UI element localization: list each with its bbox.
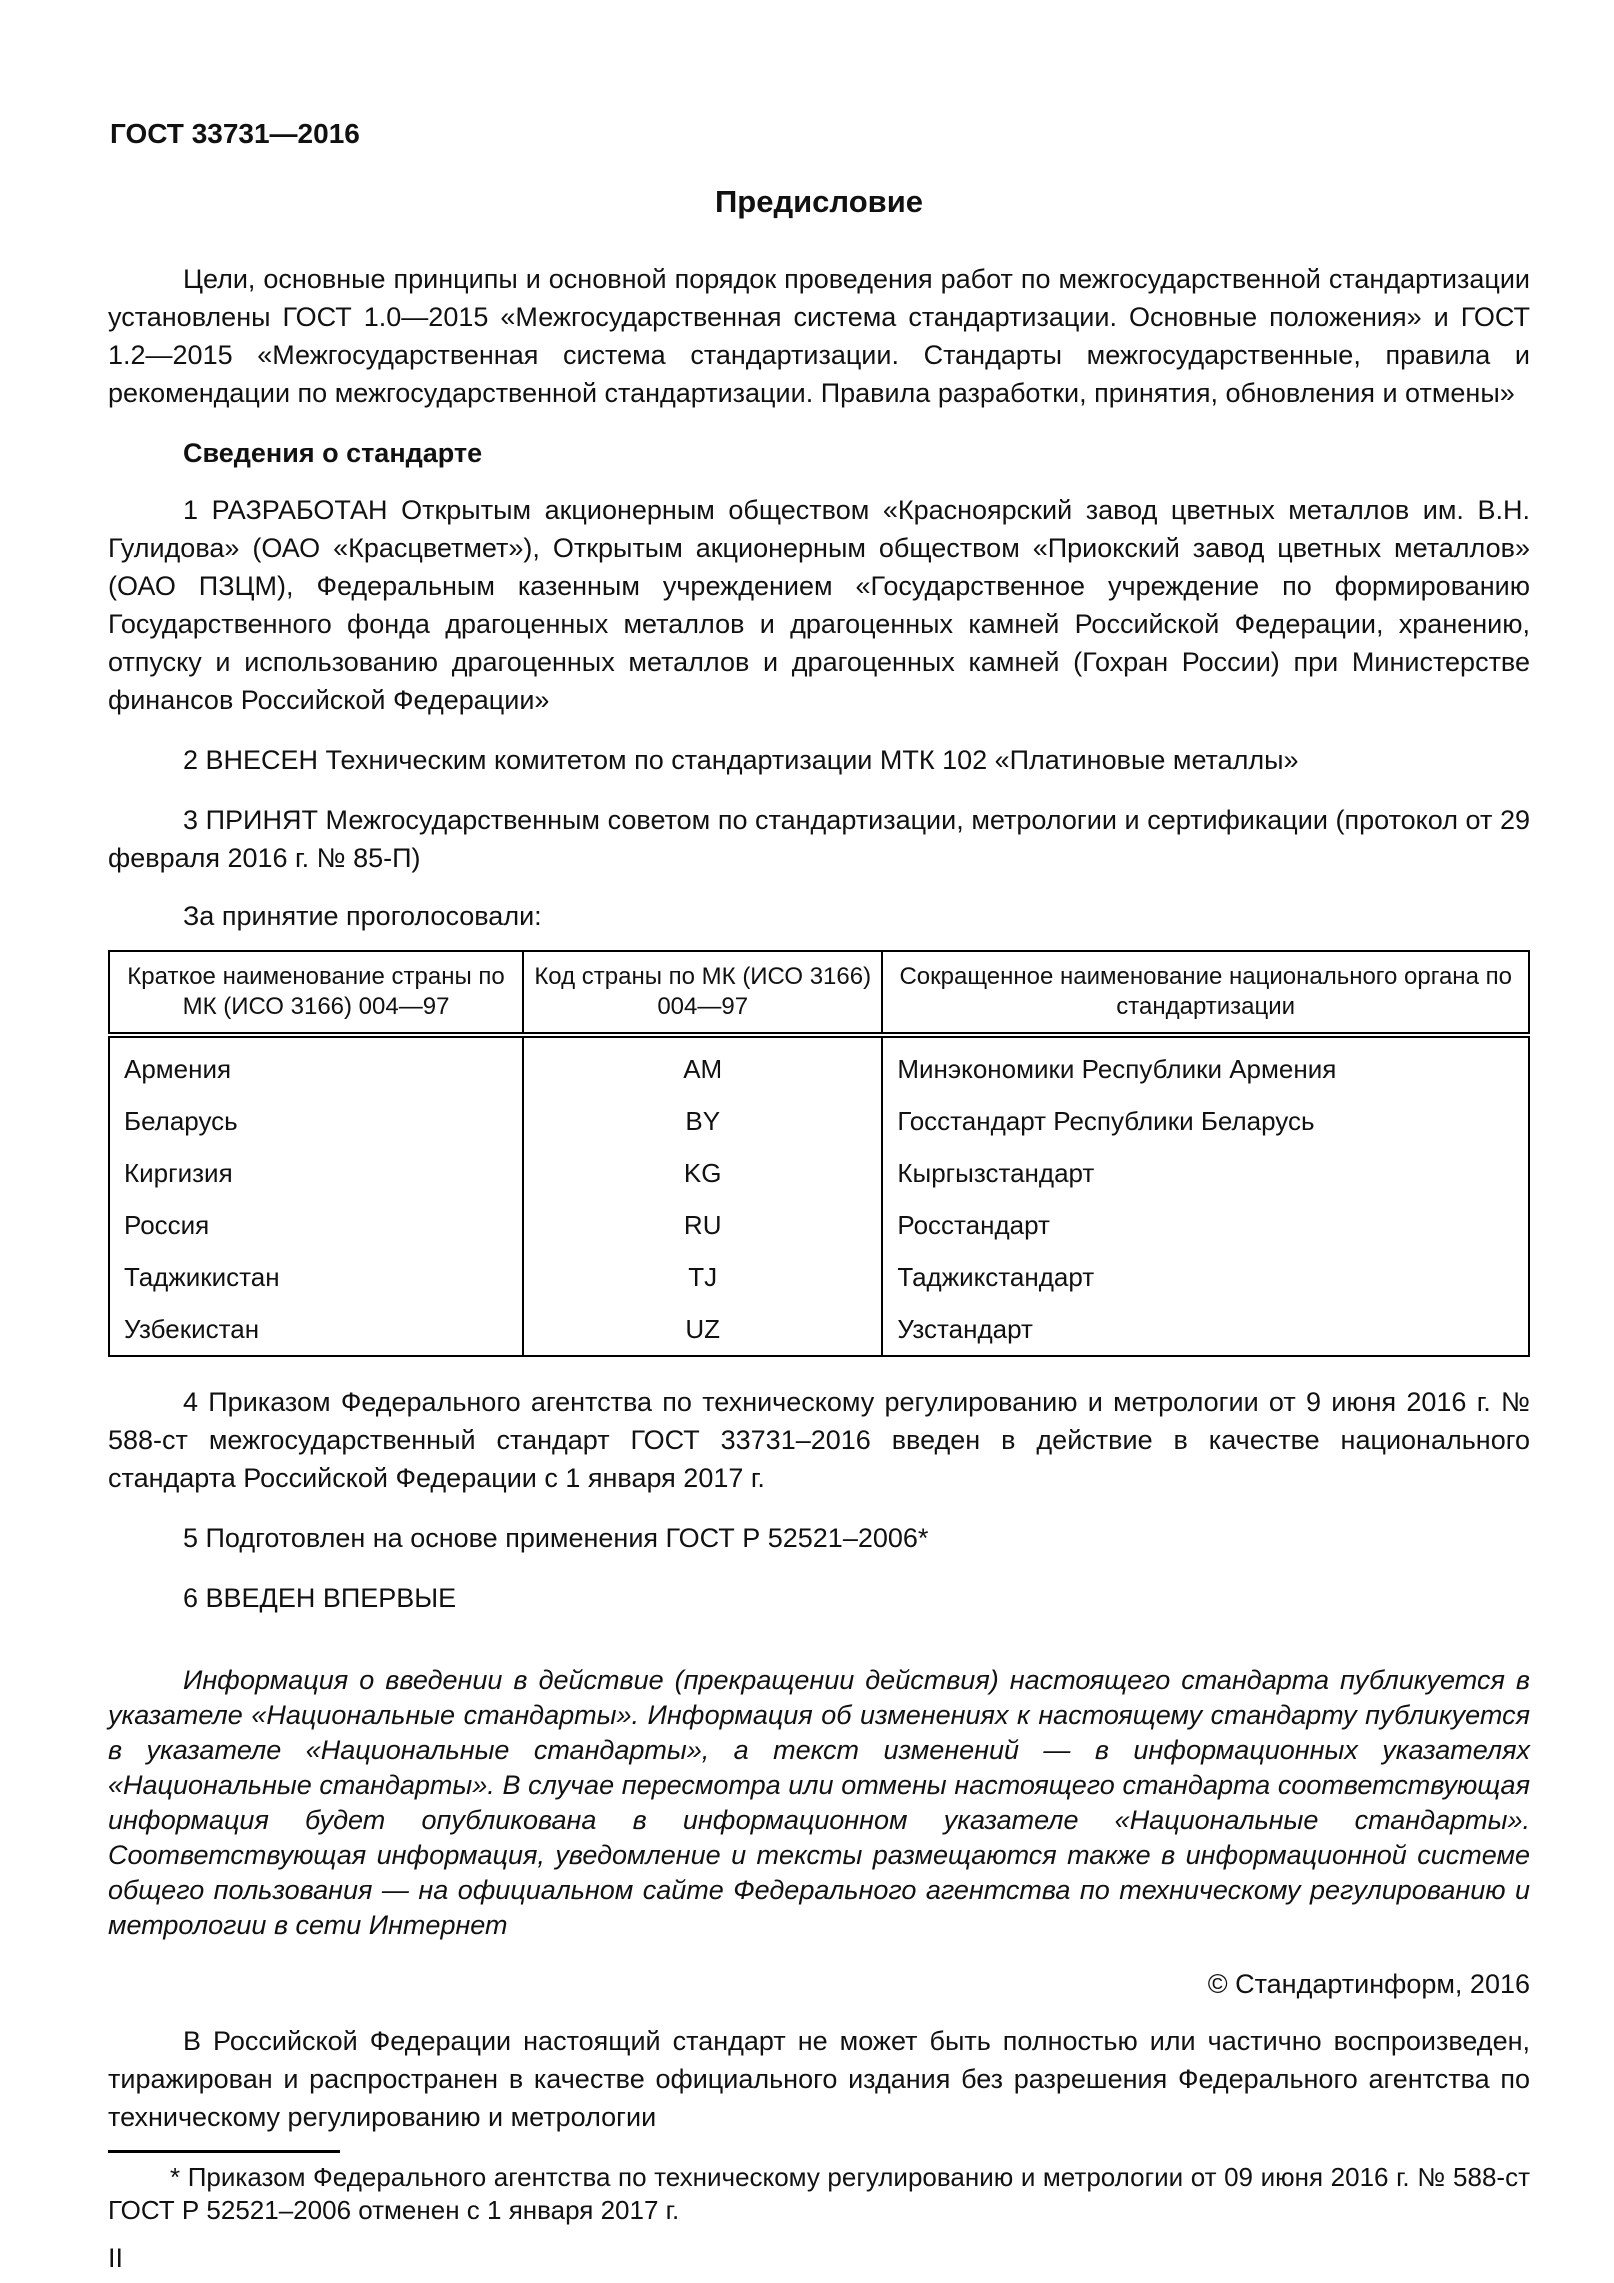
table-row [109,1251,1529,1303]
cell-org: Госстандарт Республики Беларусь [882,1095,1529,1147]
cell-org: Таджикстандарт [882,1251,1529,1303]
vote-table-header-row [109,951,1529,1035]
cell-org: Кыргызстандарт [882,1147,1529,1199]
copyright-line: © Стандартинформ, 2016 [1207,1969,1530,1999]
table-row [109,1095,1529,1147]
standard-info-item-1: 1 РАЗРАБОТАН Открытым акционерным обществом «Красноярский завод цветных металлов им. В.Н. Гулидова» (ОАО «Красцветмет»), Открытым акционерным обществом «Приокский завод цветных металлов» (ОАО ПЗЦМ), Федеральным казенным учреждением «Государственное учреждение по формированию Государственного фонда драгоценных металлов и драгоценных камней Российской Федерации, хранению, отпуску и использованию драгоценных металлов и драгоценных камней (Гохран России) при Министерстве финансов Российской Федерации» [108,495,1530,715]
page-number: II [108,2243,124,2273]
vote-table-header-code: Код страны по МК (ИСО 3166) 004—97 [523,951,882,1035]
cell-code: AM [523,1035,882,1095]
cell-code: KG [523,1147,882,1199]
standard-info-item-2: 2 ВНЕСЕН Техническим комитетом по стандартизации МТК 102 «Платиновые металлы» [183,745,1299,775]
cell-country: Россия [109,1199,523,1251]
standard-info-item-6: 6 ВВЕДЕН ВПЕРВЫЕ [183,1583,457,1613]
section-heading-standard-info: Сведения о стандарте [183,438,483,468]
vote-table-body [109,1035,1529,1356]
page-title: Предисловие [714,184,923,219]
cell-country: Армения [109,1035,523,1095]
cell-org: Росстандарт [882,1199,1529,1251]
vote-table-head [109,951,1529,1035]
cell-code: BY [523,1095,882,1147]
cell-country: Киргизия [109,1147,523,1199]
standard-info-item-4: 4 Приказом Федерального агентства по техническому регулированию и метрологии от 9 июня 2016 г. № 588-ст межгосударственный стандарт ГОСТ 33731–2016 введен в действие в качестве национального стандарта Российской Федерации с 1 января 2017 г. [108,1387,1530,1493]
publication-notice: Информация о введении в действие (прекращении действия) настоящего стандарта публикуется в указателе «Национальные стандарты». Информация об изменениях к настоящему стандарту публикуется в указателе «Национальные стандарты», а текст изменений — в информационных указателях «Национальные стандарты». В случае пересмотра или отмены настоящего стандарта соответствующая информация будет опубликована в информационном указателе «Национальные стандарты». Соответствующая информация, уведомление и тексты размещаются также в информационной системе общего пользования — на официальном сайте Федерального агентства по техническому регулированию и метрологии в сети Интернет [108,1665,1530,1940]
cell-country: Таджикистан [109,1251,523,1303]
standard-info-item-5: 5 Подготовлен на основе применения ГОСТ Р 52521–2006* [183,1523,929,1553]
cell-code: TJ [523,1251,882,1303]
cell-code: UZ [523,1303,882,1356]
cell-org: Узстандарт [882,1303,1529,1356]
reproduction-restriction: В Российской Федерации настоящий стандарт не может быть полностью или частично воспроизведен, тиражирован и распространен в качестве официального издания без разрешения Федерального агентства по техническому регулированию и метрологии [108,2026,1530,2132]
vote-caption: За принятие проголосовали: [183,901,542,931]
cell-code: RU [523,1199,882,1251]
vote-table-header-country: Краткое наименование страны по МК (ИСО 3166) 004—97 [109,951,523,1035]
vote-table [108,950,1530,1357]
intro-paragraph: Цели, основные принципы и основной порядок проведения работ по межгосударственной стандартизации установлены ГОСТ 1.0—2015 «Межгосударственная система стандартизации. Основные положения» и ГОСТ 1.2—2015 «Межгосударственная система стандартизации. Стандарты межгосударственные, правила и рекомендации по межгосударственной стандартизации. Правила разработки, принятия, обновления и отмены» [108,264,1530,408]
footnote-divider [108,2150,340,2153]
footnote-text: * Приказом Федерального агентства по техническому регулированию и метрологии от 09 июня 2016 г. № 588-ст ГОСТ Р 52521–2006 отменен с 1 января 2017 г. [108,2162,1530,2225]
cell-country: Узбекистан [109,1303,523,1356]
document-code: ГОСТ 33731—2016 [110,118,360,149]
cell-org: Минэкономики Республики Армения [882,1035,1529,1095]
table-row [109,1303,1529,1356]
cell-country: Беларусь [109,1095,523,1147]
standard-info-item-3: 3 ПРИНЯТ Межгосударственным советом по стандартизации, метрологии и сертификации (протокол от 29 февраля 2016 г. № 85-П) [108,805,1530,873]
vote-table-header-org: Сокращенное наименование национального органа по стандартизации [882,951,1529,1035]
table-row [109,1199,1529,1251]
table-row [109,1035,1529,1095]
table-row [109,1147,1529,1199]
